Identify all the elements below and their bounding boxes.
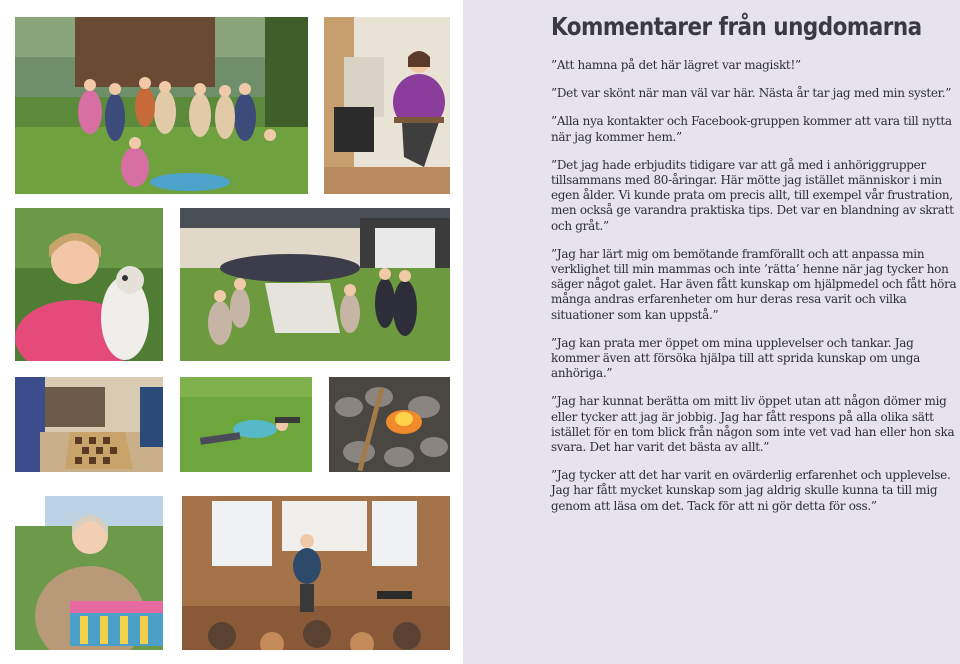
photo-group-picnic-table (180, 208, 450, 361)
photo-lying-on-grass (180, 377, 312, 472)
quote-7: ”Jag har kunnat berätta om mitt liv öppet utan att någon dömer mig eller tycker att jag är jobbig. Jag har fått respons på alla olika sätt istället för en tom blick från någon som inte vet vad han eller hon ska svara. Det har varit det bästa av allt.” (551, 394, 955, 455)
quote-5: ”Jag har lärt mig om bemötande framförallt och att anpassa min verklighet till min mammas och inte ’rätta’ henne när jag tycker hon säger något galet. Har även fått kunskap om hjälpmedel och fått höra många andras erfarenheter om hur deras resa varit och vilka situationer som kan uppstå.” (551, 246, 957, 322)
quote-4: ”Det jag hade erbjudits tidigare var att gå med i anhöriggrupper tillsammans med 80-åringar. Här mötte jag istället människor i min egen ålder. Vi kunde prata om precis allt, till exempel vår frustration, men också ge varandra praktiska tips. Det var en blandning av skratt och gråt.” (551, 157, 954, 233)
photo-group-outdoors (15, 17, 308, 194)
quote-6: ”Jag kan prata mer öppet om mina upplevelser och tankar. Jag kommer även att försöka hjälpa till att sprida kunskap om unga anhöriga.” (551, 335, 920, 381)
photo-woman-with-dog (15, 208, 163, 361)
photo-chess-game (15, 377, 163, 472)
quote-1: ”Att hamna på det här lägret var magiskt!” (551, 58, 801, 72)
quote-2: ”Det var skönt när man väl var här. Nästa år tar jag med min syster.” (551, 86, 952, 101)
photo-indoor-session (182, 496, 450, 650)
quotes-list (551, 58, 959, 527)
quote-8: ”Jag tycker att det har varit en ovärderlig erfarenhet och upplevelse. Jag har fått mycket kunskap som jag aldrig skulle kunna ta till mig genom att läsa om det. Tack för att ni gör detta för oss.” (551, 468, 951, 513)
page-heading: Kommentarer från ungdomarna (551, 12, 922, 41)
photo-collage-page (0, 0, 463, 664)
photo-woman-seated (324, 17, 450, 194)
photo-campfire (329, 377, 450, 472)
quote-3: ”Alla nya kontakter och Facebook-gruppen kommer att vara till nytta när jag kommer hem.” (551, 114, 952, 144)
photo-woman-with-gift (15, 496, 163, 650)
